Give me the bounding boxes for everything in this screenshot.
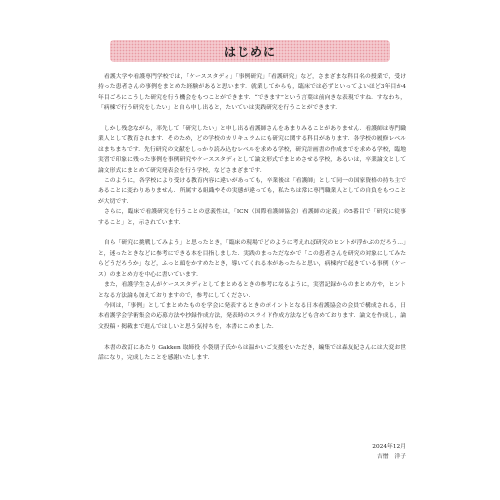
- page-title-bar: [110, 40, 390, 62]
- paragraph: しかし残念ながら，率先して「研究したい」と申し出る看護師さんをあまりみることがありません．看護師は専門職業人として教育されます．そのため，どの学校のカリキュラムにも研究に関する科目があります．各学校の履修レベルはまちまちです．先行研究の文献をしっかり読み込むレベルを求める学校，研究計画書の作成までを求める学校，臨地実習で印象に残った事例を事例研究やケーススタディとして論文形式でまとめさせる学校，あるいは，卒業論文として論文形式にまとめて研究発表会を行う学校，などさまざまです．: [98, 126, 406, 174]
- paragraph: 自ら「研究に挑戦してみよう」と思ったとき，「臨床の現場でどのように考えれば研究のヒントが浮かぶのだろう…」と，迷ったときなどに参考にできる本を目指しました．実践のまっただなかで「この患者さんを研究の対象にしてみたらどうだろうか」など，ふっと頭をかすめたとき，導いてくれる本があったらと思い，病棟内で起きている事例（ケース）のまとめ方を中心に書いています．: [98, 240, 406, 278]
- page-title: はじめに: [223, 44, 276, 59]
- paragraph: 看護大学や看護専門学校では，「ケーススタディ」「事例研究」「看護研究」など，さまざまな科目名の授業で，受け持った患者さんの事例をまとめた経験があると思います．就業してからも，臨床では必ずといってよいほど3年目か4年目ごろにこうした研究を行う機会をもつことができます．“できます”という言葉は前向きな表現ですね．すなわち，「病棟で行う研究をしたい」と自ら申し出ると，たいていは実践研究を行うことができます．: [98, 74, 406, 112]
- paragraph: また，看護学生さんがケーススタディとしてまとめるときの参考になるように，実習記録からのまとめ方や，ヒントとなる方法論も加えておりますので，参考にしてください．: [98, 282, 406, 299]
- paragraph: さらに，臨床で看護研究を行うことの意義性は，「ICN（国際看護師協会）看護師の定義」の5番目で「研究に従事すること」と，示されています．: [98, 209, 406, 226]
- signature-date: 2024年12月: [372, 444, 406, 450]
- paragraph: 今回は，「事例」としてまとめたものを学会に発表するときのポイントとなる日本看護協会の会員で構成される，日本看護学会学術集会の応募方法や抄録作成方法，発表時のスライド作成方法なども含めております．論文を作成し，論文投稿・掲載まで進んではしいと思う気持ちを，本書にこめました．: [98, 302, 406, 330]
- signature-block: [372, 442, 406, 463]
- preface-body: [98, 72, 406, 363]
- paragraph: このように，各学校により受ける教育内容に違いがあっても，卒業後は「看護師」として同一の国家資格の持ち主であることに変わりありません．所属する組織やその実態が違っても，私たちは常に専門職業人としての自負をもつことが大切です．: [98, 178, 406, 205]
- signature-author: 吉憎 洋子: [377, 454, 406, 461]
- paragraph: 本書の改訂にあたり Gakken 取締役 小袋朋子氏からは温かいご支援をいただき，編集では森友紀さんには大変お世話になり，完成したことを感謝いたします．: [98, 344, 406, 361]
